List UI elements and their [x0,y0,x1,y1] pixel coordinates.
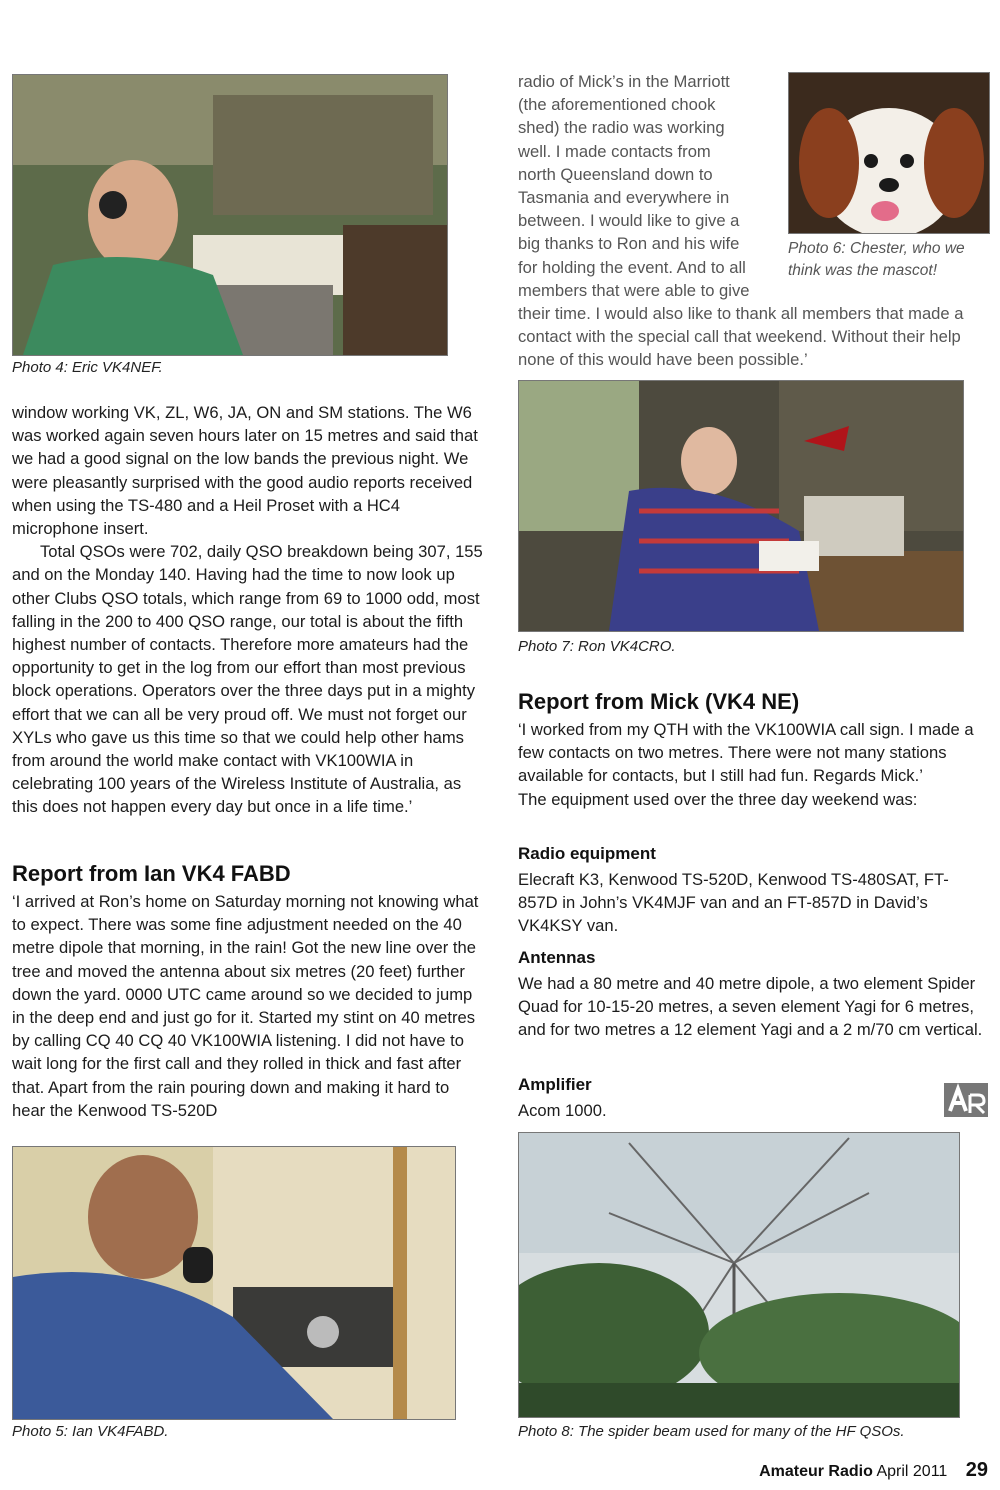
float-line: Tasmania and everywhere in [518,188,730,208]
float-line: between. I would like to give a [518,211,740,231]
page-footer [759,1459,988,1482]
radio-equipment-text: Elecraft K3, Kenwood TS-520D, Kenwood TS-480SAT, FT-857D in John’s VK4MJF van and an FT-857D in David’s VK4KSY van. [518,870,949,936]
ian-paragraph: ‘I arrived at Ron’s home on Saturday morning not knowing what to expect. There was some fine adjustment needed on the 40 metre dipole that morning, in the rain! Got the new line over the tree and moved the antenna about six metres (20 feet) further down the yard. 0000 UTC came around so we decided to jump in the deep end and just go for it. Started my stint on 40 metres by calling CQ 40 CQ 40 VK100WIA listening. I did not have to wait long for the first call and they rolled in thick and fast after that. Apart from the rain pouring down and making it hard to hear the Kenwood TS-520D [12,892,479,1120]
equipment-intro: The equipment used over the three day weekend was: [518,789,918,809]
photo-eric-caption: Photo 4: Eric VK4NEF. [12,359,163,376]
float-line: shed) the radio was working [518,118,725,138]
right-float-tail: their time. I would also like to thank all members that made a contact with the special call that weekend. Without their help none of this would have been possible.’ [518,304,964,370]
photo-chester-caption: Photo 6: Chester, who we think was the mascot! [788,240,965,279]
heading-report-ian: Report from Ian VK4 FABD [12,861,291,886]
magazine-title: Amateur Radio [759,1463,873,1480]
left-paragraph-1: window working VK, ZL, W6, JA, ON and SM stations. The W6 was worked again seven hours later on 15 metres and said that we had a good signal on the low bands the previous night. We were pleasantly surprised with the good audio reports received when using the TS-480 and a Heil Proset with a HC4 microphone insert. [12,403,478,539]
photo-ian-caption: Photo 5: Ian VK4FABD. [12,1423,169,1440]
mick-paragraph: ‘I worked from my QTH with the VK100WIA call sign. I made a few contacts on two metres. There were not many stations available for contacts, but I still had fun. Regards Mick.’ [518,720,974,786]
photo-chester [788,72,990,234]
float-line: radio of Mick’s in the Marriott [518,72,730,91]
issue-date: April 2011 [876,1463,948,1480]
right-float-text [518,70,780,302]
float-line: big thanks to Ron and his wife [518,234,740,254]
photo-spider-beam-caption: Photo 8: The spider beam used for many of the HF QSOs. [518,1423,905,1440]
ar-end-logo [944,1083,988,1117]
heading-amplifier: Amplifier [518,1075,592,1094]
float-line: north Queensland down to [518,164,713,184]
photo-ian [12,1146,456,1420]
photo-eric [12,74,448,356]
photo-ron [518,380,964,632]
photo-ron-caption: Photo 7: Ron VK4CRO. [518,638,676,655]
mick-report-text [518,718,988,811]
ian-report-text [12,890,486,1122]
amplifier-text: Acom 1000. [518,1101,607,1120]
photo-spider-beam [518,1132,960,1418]
heading-antennas: Antennas [518,948,596,967]
float-line: members that were able to give [518,280,750,300]
float-line: well. I made contacts from [518,141,711,161]
antennas-text: We had a 80 metre and 40 metre dipole, a two element Spider Quad for 10-15-20 metres, a seven element Yagi for 6 metres, and for two metres a 12 element Yagi and a 2 m/70 cm vertical. [518,974,983,1040]
left-column-text [12,401,486,819]
heading-radio-equipment: Radio equipment [518,844,656,863]
heading-report-mick: Report from Mick (VK4 NE) [518,689,800,714]
left-paragraph-2: Total QSOs were 702, daily QSO breakdown being 307, 155 and on the Monday 140. Having had the time to now look up other Clubs QSO totals, which range from 69 to 1000 odd, most falling in the 200 to 400 QSO range, our total is about the fifth highest number of contacts. Therefore more amateurs had the opportunity to get in the log from our effort than most previous block operations. Operators over the three days put in a mighty effort that we can all be very proud off. We must not forget our XYLs who gave us this time so that we could help other hams from around the world make contact with VK100WIA in celebrating 100 years of the Wireless Institute of Australia, as this does not happen every day but once in a life time.’ [12,542,483,817]
float-line: for holding the event. And to all [518,257,746,277]
page-number: 29 [965,1459,988,1481]
float-line: (the aforementioned chook [518,95,716,115]
